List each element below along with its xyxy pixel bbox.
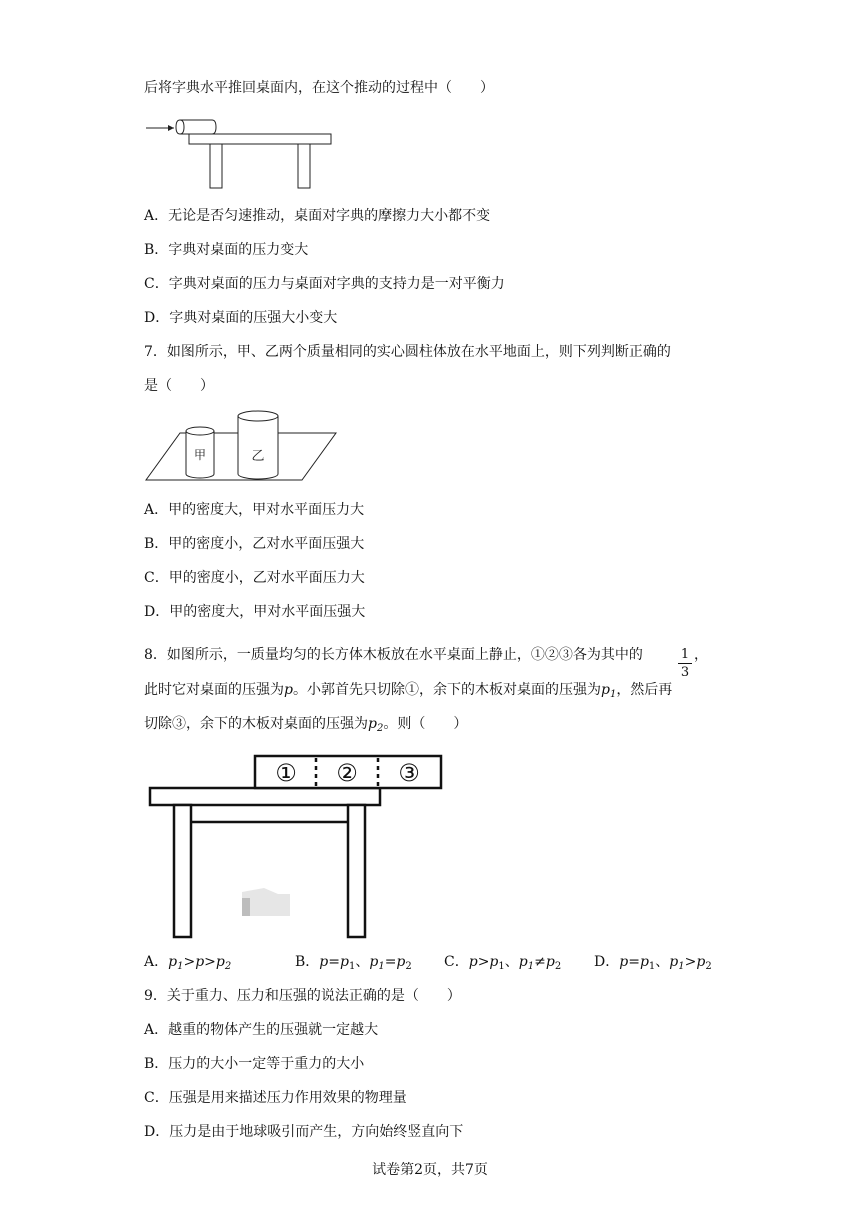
q8-table-board-figure (140, 752, 450, 944)
page-footer: 试卷第2页，共7页 (372, 1162, 488, 1178)
q8-fraction-denominator: 3 (680, 665, 690, 680)
q7-fig-label-jia: 甲 (193, 448, 207, 462)
q7-stem-line2: 是（ ） (144, 378, 214, 394)
q7-option-b: B．甲的密度小，乙对水平面压强大 (144, 536, 365, 552)
q9-option-d: D．压力是由于地球吸引而产生，方向始终竖直向下 (144, 1124, 464, 1140)
q8-stem-line1-end: ， (694, 647, 708, 663)
q7-option-a: A．甲的密度大，甲对水平面压力大 (144, 502, 365, 518)
q8-stem-line2: 此时它对桌面的压强为p。小郭首先只切除①，余下的木板对桌面的压强为$p_1$，然后再 (144, 682, 673, 700)
q8-fraction (678, 647, 692, 680)
q7-cylinders-figure (140, 404, 340, 484)
q7-stem-line1: 7．如图所示，甲、乙两个质量相同的实心圆柱体放在水平地面上，则下列判断正确的 (144, 344, 671, 360)
q6-option-b: B．字典对桌面的压力变大 (144, 242, 309, 258)
q9-option-b: B．压力的大小一定等于重力的大小 (144, 1056, 365, 1072)
q8-option-c: C．$p>p_1$、$p_1\ne p_2$ (444, 954, 562, 972)
q9-option-a: A．越重的物体产生的压强就一定越大 (144, 1022, 379, 1038)
q8-fig-label-1: ① (275, 759, 297, 787)
q7-option-d: D．甲的密度大，甲对水平面压强大 (144, 604, 366, 620)
q7-option-c: C．甲的密度小，乙对水平面压力大 (144, 570, 365, 586)
q8-stem-line3: 切除③，余下的木板对桌面的压强为$p_2$。则（ ） (144, 716, 468, 734)
q8-stem-line1: 8．如图所示，一质量均匀的长方体木板放在水平桌面上静止，①②③各为其中的 (144, 647, 643, 663)
q8-option-b: B．$p=p_1$、$p_1=p_2$ (295, 954, 412, 972)
q8-fig-label-2: ② (336, 759, 358, 787)
q8-fraction-numerator: 1 (678, 647, 692, 664)
q9-option-c: C．压强是用来描述压力作用效果的物理量 (144, 1090, 407, 1106)
q8-fig-label-3: ③ (398, 759, 420, 787)
q6-stem-tail: 后将字典水平推回桌面内，在这个推动的过程中（ ） (144, 80, 494, 96)
q8-option-d: D．$p=p_1$、$p_1>p_2$ (594, 954, 712, 972)
q6-table-figure (140, 112, 340, 192)
q9-stem: 9．关于重力、压力和压强的说法正确的是（ ） (144, 988, 461, 1004)
q8-option-a: A．$p_1>p>p_2$ (144, 954, 232, 972)
q6-option-c: C．字典对桌面的压力与桌面对字典的支持力是一对平衡力 (144, 276, 505, 292)
q6-option-d: D．字典对桌面的压强大小变大 (144, 310, 338, 326)
q6-option-a: A．无论是否匀速推动，桌面对字典的摩擦力大小都不变 (144, 208, 491, 224)
q7-fig-label-yi: 乙 (251, 449, 265, 464)
